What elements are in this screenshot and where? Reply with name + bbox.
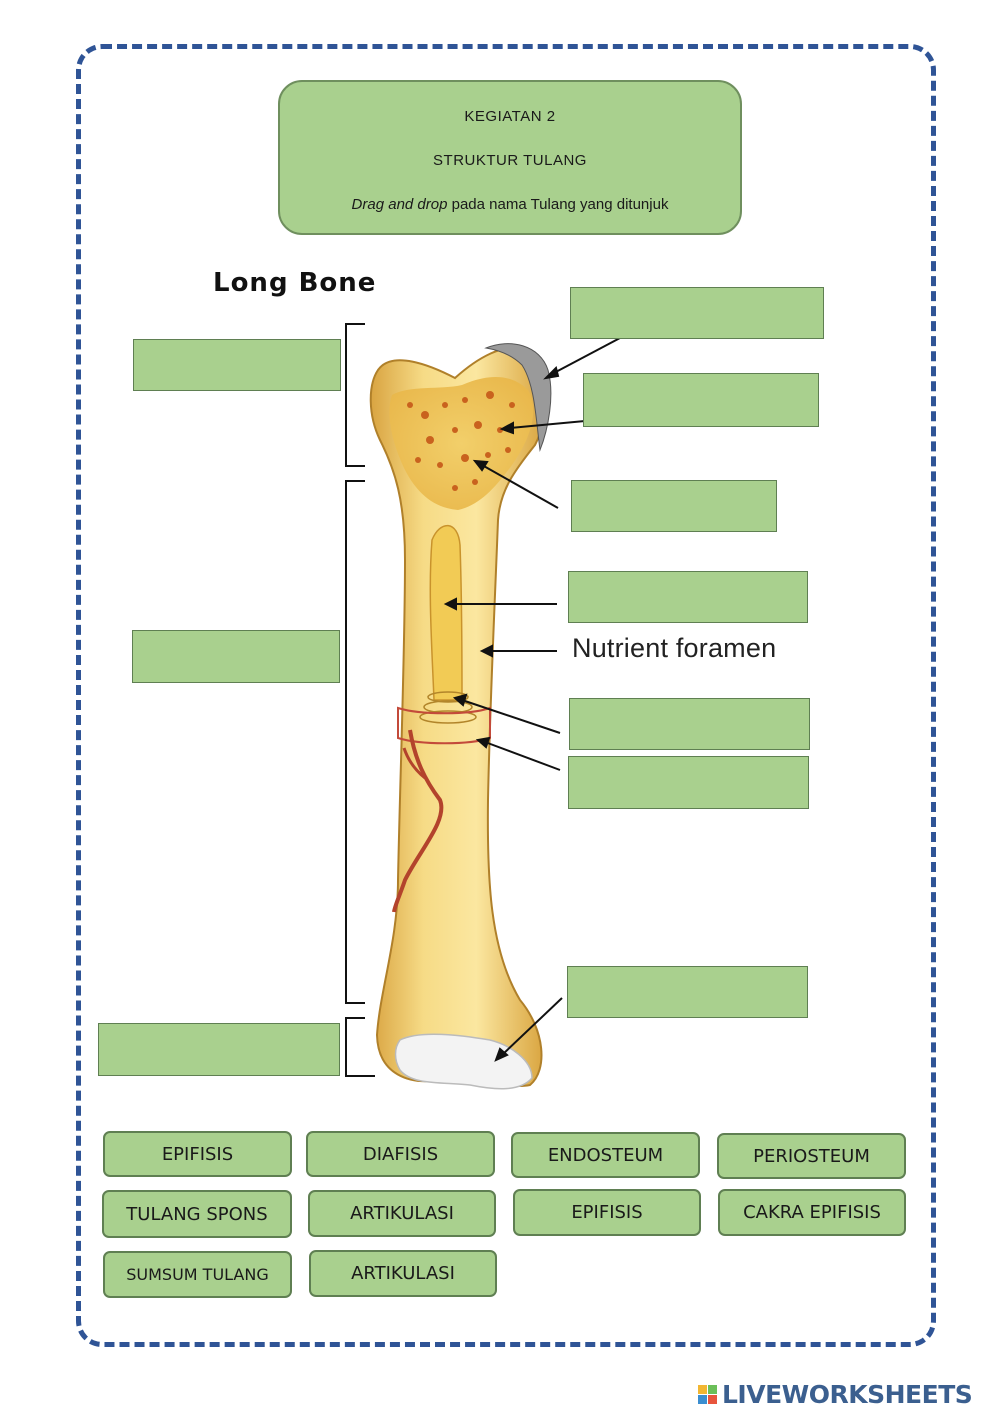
word-chip-artikulasi-2[interactable]: ARTIKULASI [309,1250,497,1297]
drop-target-9[interactable] [567,966,808,1018]
word-chip-epifisis[interactable]: EPIFISIS [103,1131,292,1177]
brand-name: LIVEWORKSHEETS [722,1380,973,1409]
drop-target-6[interactable] [132,630,340,683]
word-chip-artikulasi[interactable]: ARTIKULASI [308,1190,496,1237]
activity-topic: STRUKTUR TULANG [433,152,587,169]
drop-target-7[interactable] [569,698,810,750]
nutrient-foramen-label: Nutrient foramen [572,633,777,663]
word-chip-sumsum-tulang[interactable]: SUMSUM TULANG [103,1251,292,1298]
drop-target-10[interactable] [98,1023,340,1076]
medullary-cavity [430,526,462,700]
word-chip-endosteum[interactable]: ENDOSTEUM [511,1132,700,1178]
drop-target-3[interactable] [583,373,819,427]
word-chip-diafisis[interactable]: DIAFISIS [306,1131,495,1177]
drop-target-1[interactable] [570,287,824,339]
activity-number: KEGIATAN 2 [464,108,556,125]
region-brackets [346,324,375,1076]
drop-target-2[interactable] [133,339,341,391]
liveworksheets-logo-icon [698,1385,718,1405]
word-chip-cakra-epifisis[interactable]: CAKRA EPIFISIS [718,1189,906,1236]
drop-target-8[interactable] [568,756,809,809]
diagram-title: Long Bone [213,268,377,298]
instruction-italic: Drag and drop [351,196,448,213]
drop-target-5[interactable] [568,571,808,623]
word-chip-epifisis-2[interactable]: EPIFISIS [513,1189,701,1236]
drop-target-4[interactable] [571,480,777,532]
liveworksheets-brand [698,1380,972,1409]
instruction-text: pada nama Tulang yang ditunjuk [447,196,669,213]
word-chip-tulang-spons[interactable]: TULANG SPONS [102,1190,292,1238]
word-chip-periosteum[interactable]: PERIOSTEUM [717,1133,906,1179]
